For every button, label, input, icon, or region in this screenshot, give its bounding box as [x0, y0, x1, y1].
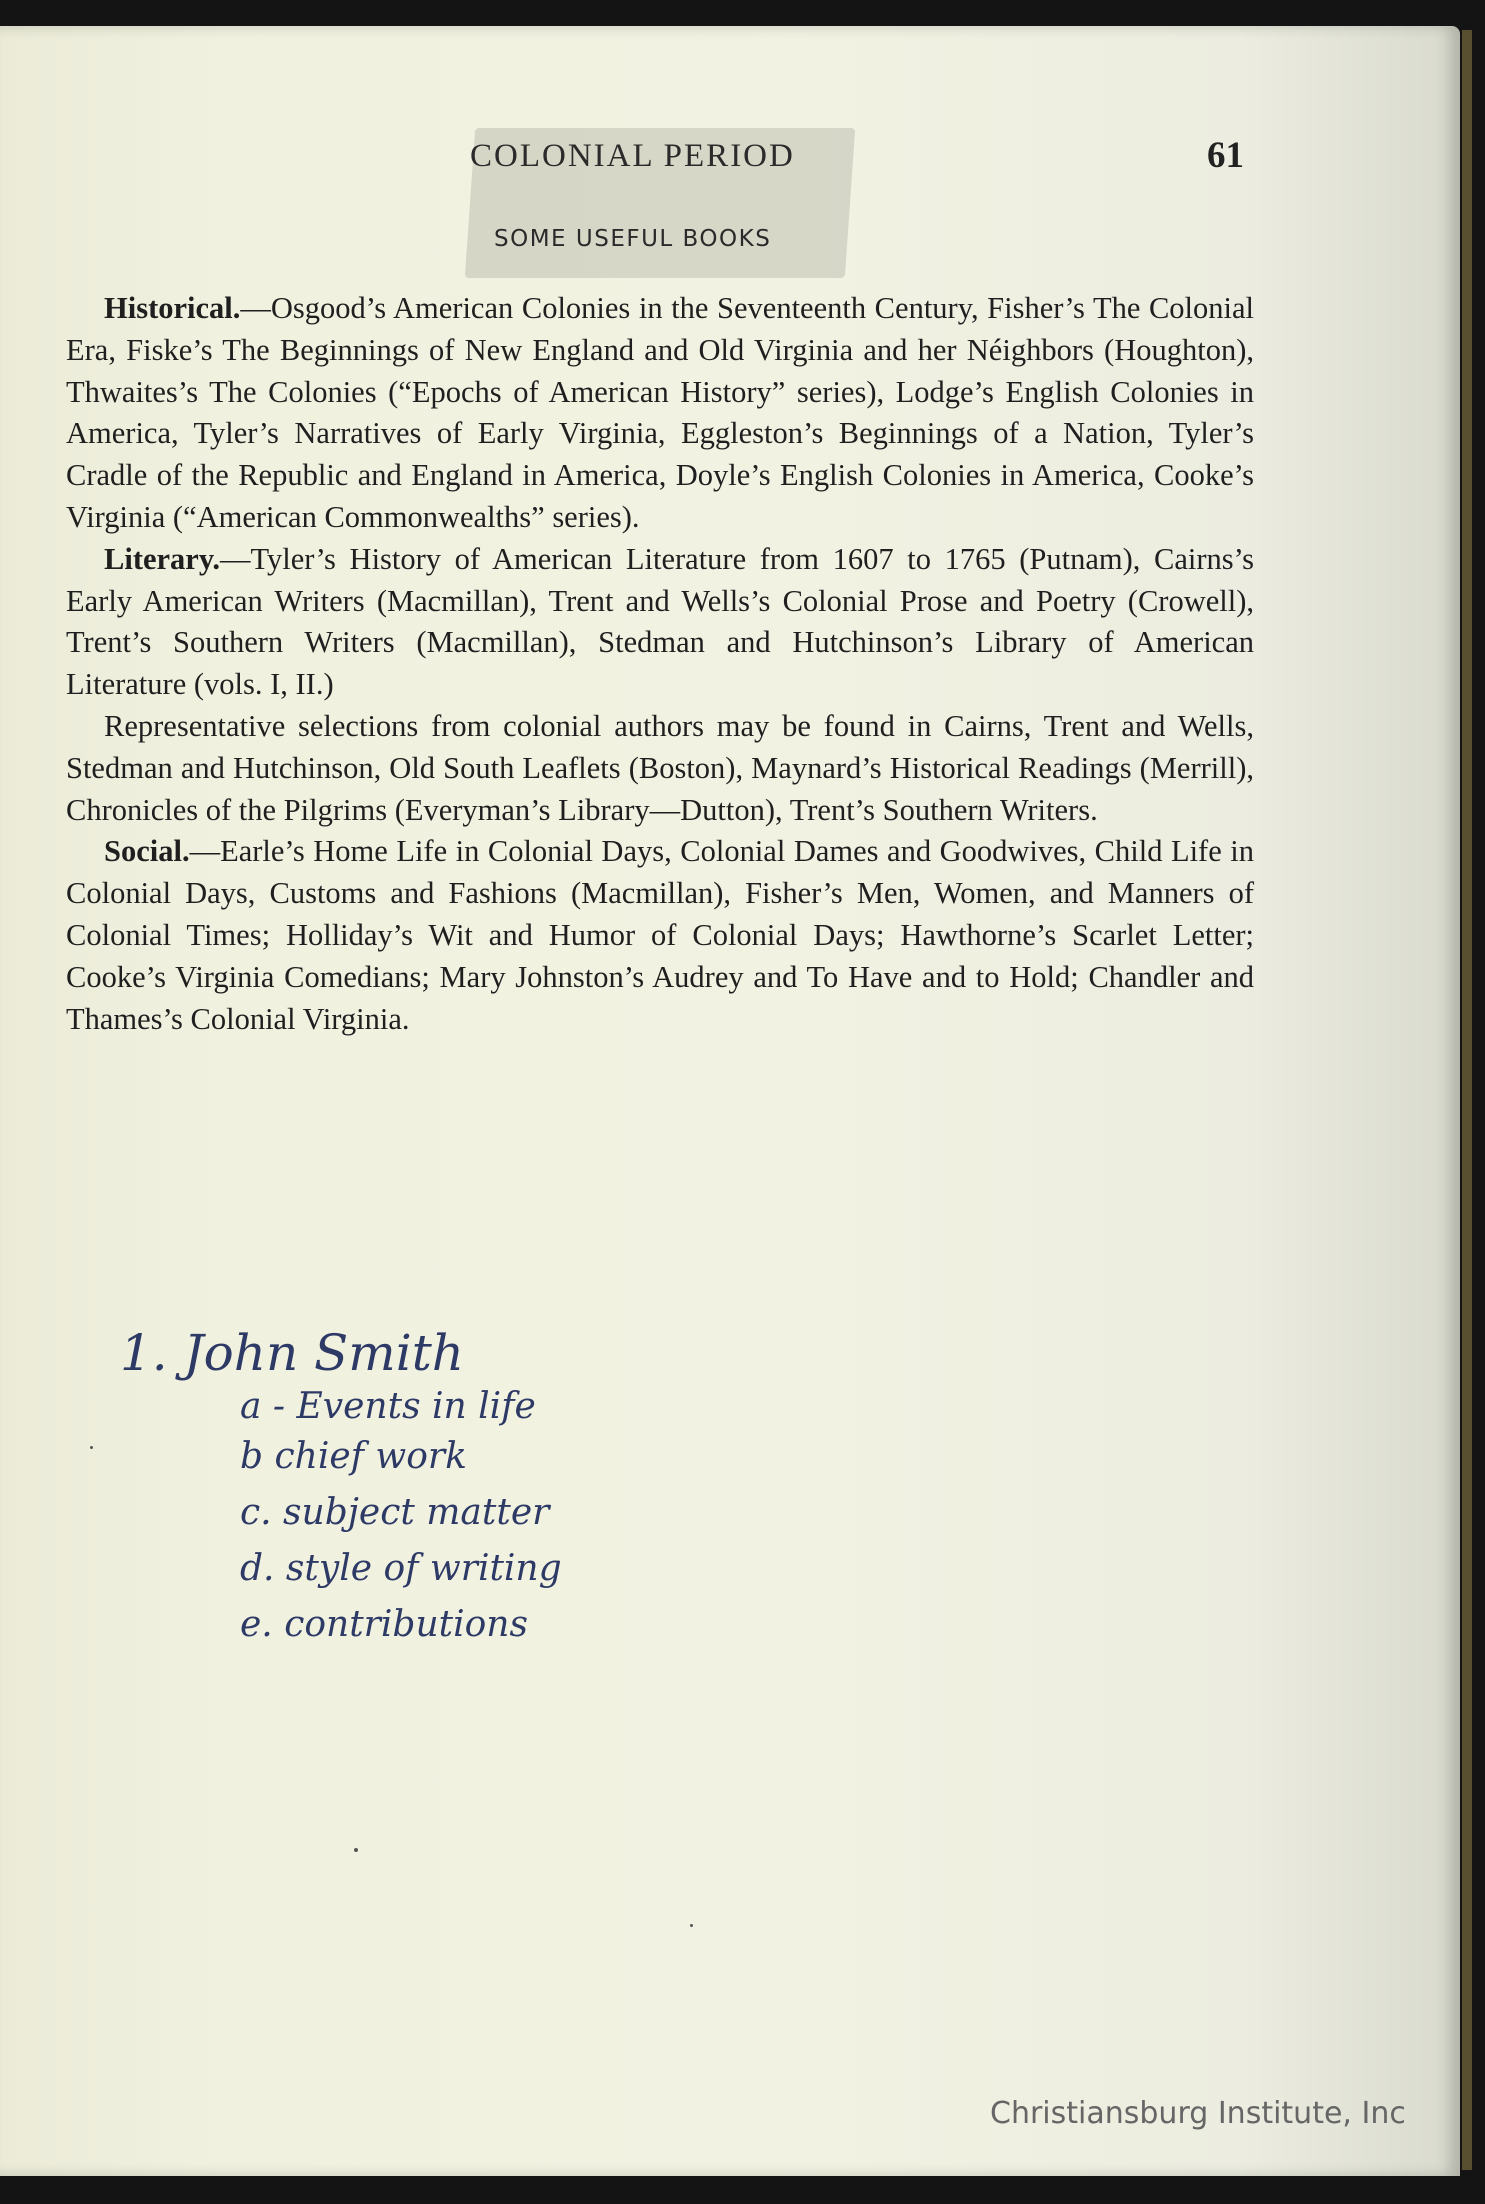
paragraph-lead: Literary. — [104, 541, 221, 576]
paragraph-representative — [66, 706, 1254, 831]
page-edge — [1462, 30, 1472, 2170]
book-list-text — [66, 288, 1254, 1040]
paragraph-lead: Social. — [104, 834, 190, 869]
ink-speck — [90, 1446, 93, 1449]
ink-speck — [354, 1848, 358, 1852]
section-heading: SOME USEFUL BOOKS — [494, 226, 772, 252]
page-number: 61 — [1207, 135, 1244, 176]
handwritten-line: a - Events in life — [240, 1386, 536, 1427]
handwritten-notes — [0, 1300, 800, 1680]
handwritten-line: e. contributions — [240, 1604, 528, 1645]
paragraph-body: —Osgood’s American Colonies in the Seventeenth Century, Fisher’s The Colonial Era, Fiske’s The Beginnings of New England and Old Virginia and her Néighbors (Houghton), Thwaites’s The Colonies (“Epochs of American History” series), Lodge’s English Colonies in America, Tyler’s Narratives of Early Virginia, Eggleston’s Beginnings of a Nation, Tyler’s Cradle of the Republic and England in America, Doyle’s English Colonies in America, Cooke’s Virginia (“American Commonwealths” series). — [66, 291, 1254, 534]
paragraph-body: —Tyler’s History of American Literature from 1607 to 1765 (Putnam), Cairns’s Early American Writers (Macmillan), Trent and Wells’s Colonial Prose and Poetry (Crowell), Trent’s Southern Writers (Macmillan), Stedman and Hutchinson’s Library of American Literature (vols. I, II.) — [66, 541, 1254, 702]
paragraph-literary — [66, 539, 1254, 706]
running-title: COLONIAL PERIOD — [470, 138, 795, 174]
paragraph-lead: Historical. — [104, 291, 241, 325]
paragraph-historical — [66, 288, 1254, 539]
handwritten-line: d. style of writing — [240, 1548, 562, 1589]
paragraph-body: —Earle’s Home Life in Colonial Days, Colonial Dames and Goodwives, Child Life in Colonial Days, Customs and Fashions (Macmillan), Fisher’s Men, Women, and Manners of Colonial Times; Holliday’s Wit and Humor of Colonial Days; Hawthorne’s Scarlet Letter; Cooke’s Virginia Comedians; Mary Johnston’s Audrey and To Have and to Hold; Chandler and Thames’s Colonial Virginia. — [66, 834, 1254, 1036]
handwritten-line: 1. John Smith — [120, 1324, 464, 1382]
paragraph-body: Representative selections from colonial authors may be found in Cairns, Trent and Wells, Stedman and Hutchinson, Old South Leaflets (Boston), Maynard’s Historical Readings (Merrill), Chronicles of the Pilgrims (Everyman’s Library—Dutton), Trent’s Southern Writers. — [66, 708, 1254, 827]
paragraph-social — [66, 831, 1254, 1040]
watermark: Christiansburg Institute, Inc — [990, 2096, 1406, 2131]
handwritten-line: c. subject matter — [240, 1492, 550, 1533]
handwritten-line: b chief work — [240, 1436, 467, 1477]
ink-speck — [690, 1924, 693, 1927]
